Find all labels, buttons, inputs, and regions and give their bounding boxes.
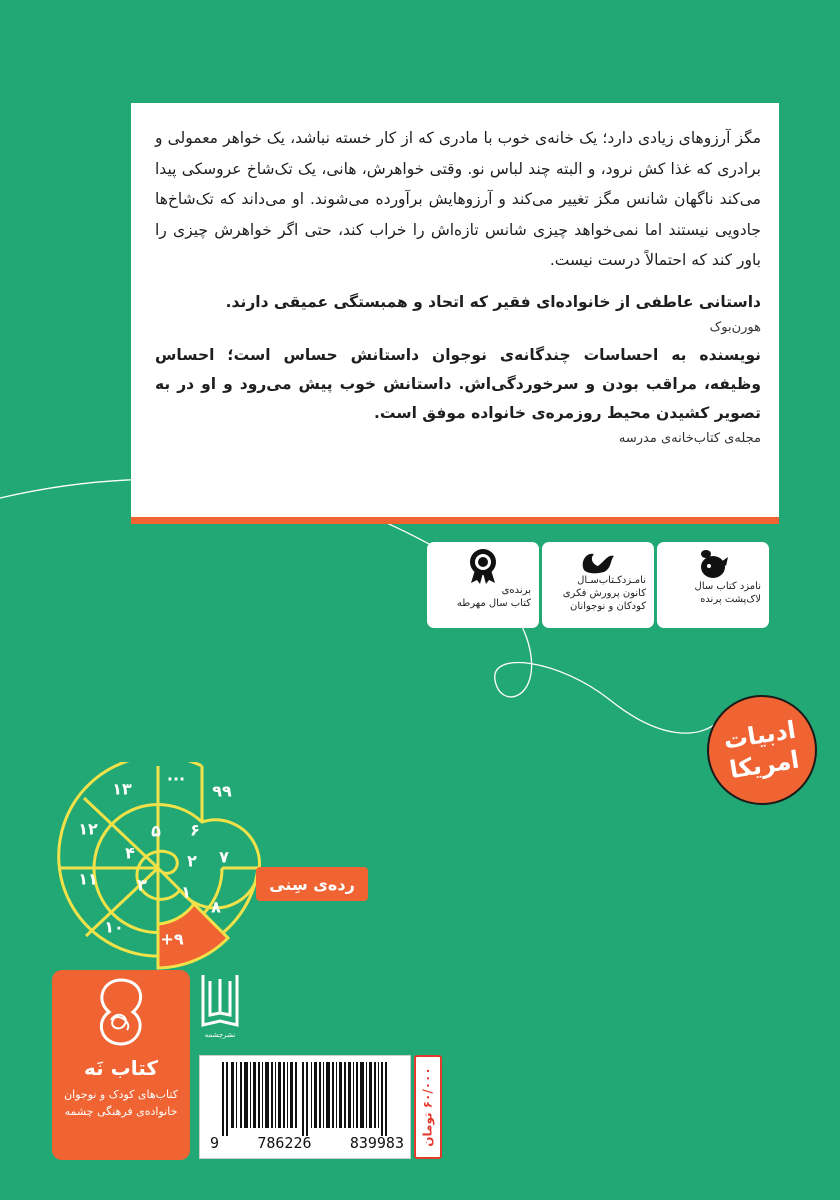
age-5: ۵ [151,821,161,841]
publisher-logo: نشرچشمه [198,971,242,1049]
spiral-logo-icon [81,970,161,1054]
series-badge: ادبیات امریکا [699,687,825,813]
age-11: ۱۱ [78,869,98,889]
age-spiral [52,762,264,974]
age-1: ۱ [181,882,191,902]
price-tag [414,1055,442,1159]
barcode-digits: 9 786226 839983 [210,1134,404,1152]
age-13: ۱۳ [112,779,132,799]
age-12: ۱۲ [78,819,98,839]
award-text: برنده‌ی کتاب سال مهرطه [456,585,531,609]
medal-icon [466,548,500,584]
blurb-card [131,103,779,524]
award-text: نامـزدکـتاب‌سـال کانون پرورش فکری کودکان و نوجوانان [562,575,646,612]
review-quote-1: داستانی عاطفی از خانواده‌ای فقیر که اتحاد و همبستگی عمیقی دارند. [225,292,761,311]
award-badge-kanoon [542,542,654,628]
review-source-1: هورن‌بوک [709,319,761,335]
bird-icon [696,548,730,580]
age-ellipsis: ... [166,765,186,785]
age-2: ۲ [187,851,197,871]
logo-title: کتاب نَه [84,1056,159,1080]
age-3: ۳ [137,875,147,895]
age-9-plus: +۹ [160,929,184,949]
award-badge-flying-turtle [657,542,769,628]
age-99: ۹۹ [212,781,232,801]
squirrel-icon [578,548,618,574]
blurb-summary: مگز آرزوهای زیادی دارد؛ یک خانه‌ی خوب با مادری که از کار خسته نباشد، یک خواهر معمولی و برادری که غذا کش نرود، و البته چند لباس نو. وقتی خواهرش، هانی، یک تک‌شاخ عروسکی پیدا می‌کند ناگهان شانس مگز تغییر می‌کند و آرزوهایش برآورده می‌شوند. او می‌داند که تک‌شاخ‌ها جادویی نیستند اما نمی‌خواهد چیزی شانس تازه‌اش را خراب کند، حتی اگر خواهرش چیزی را باور کند که احتمالاً درست نیست. [155,129,761,269]
price-text: ۶۰/۰۰۰ تومان [421,1067,435,1147]
age-6: ۶ [190,820,200,840]
review-source-2: مجله‌ی کتاب‌خانه‌ی مدرسه [618,430,761,446]
award-text: نامزد کتاب سال لاک‌پشت پرنده [694,581,761,605]
review-quote-2: نویسنده به احساسات چندگانه‌ی نوجوان داستانش حساس است؛ احساس وظیفه، مراقب بودن و سرخوردگی‌اش. داستانش خوب پیش می‌رود و او در به تصویر کشیدن محیط روزمره‌ی خانواده موفق است. [155,345,761,422]
award-badge-mehregan [427,542,539,628]
age-7: ۷ [219,847,229,867]
age-8: ۸ [211,897,221,917]
age-10: ۱۰ [104,917,124,937]
isbn-barcode [199,1055,411,1159]
logo-subtitle: کتاب‌های کودک و نوجوان خانواده‌ی فرهنگی چشمه [64,1088,178,1118]
age-range-label: رده‌ی سِنی [256,867,368,901]
barcode-bars [200,1062,410,1140]
kid-books-logo [52,970,190,1160]
age-4: ۴ [125,843,135,863]
book-icon [200,971,240,1029]
